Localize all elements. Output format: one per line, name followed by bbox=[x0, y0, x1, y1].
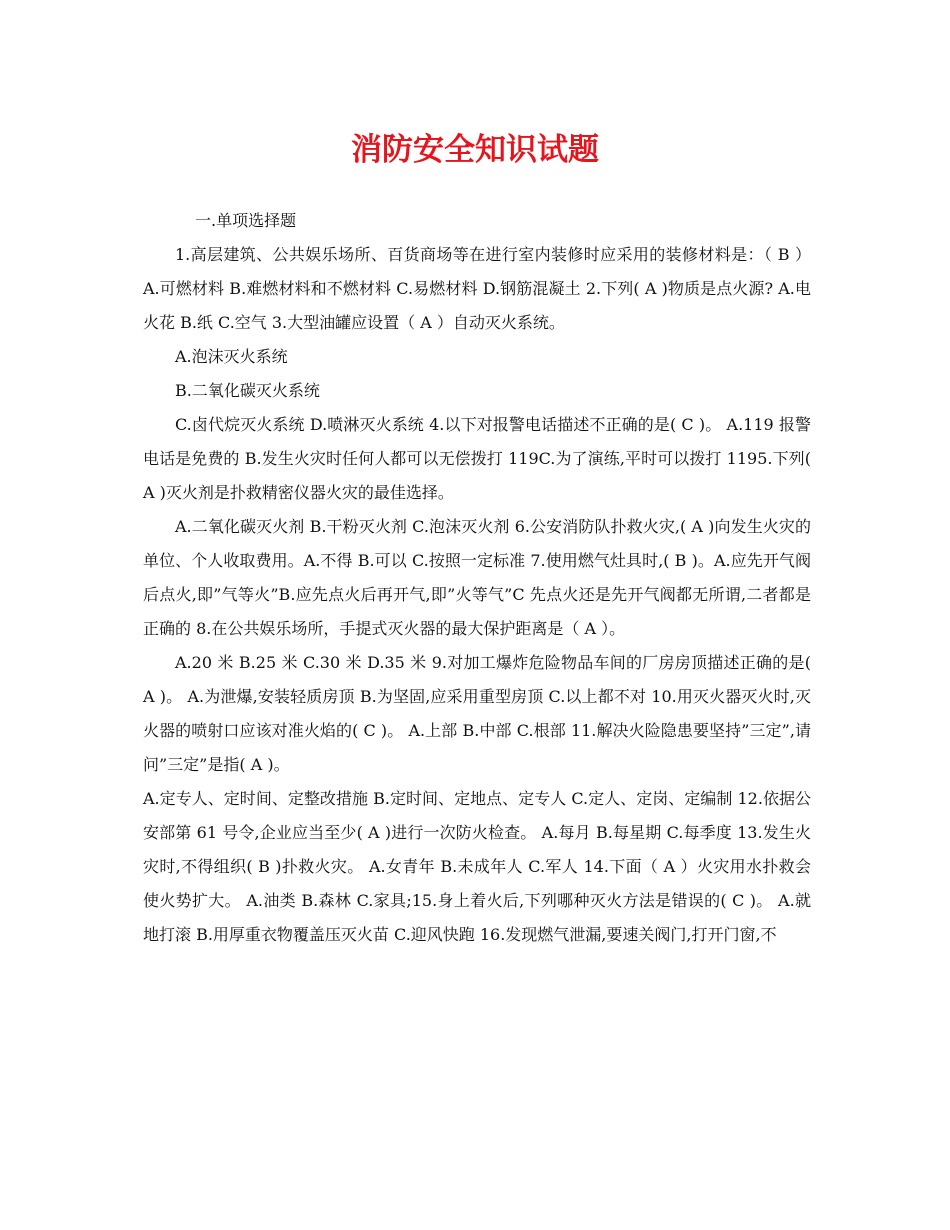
option-paragraph-a: A.泡沫灭火系统 bbox=[175, 347, 288, 366]
section-heading: 一.单项选择题 bbox=[195, 211, 297, 230]
question-paragraph-6: A.二氧化碳灭火剂 B.干粉灭火剂 C.泡沫灭火剂 6.公安消防队扑救火灾,( A )向发生火灾的单位、个人收取费用。A.不得 B.可以 C.按照一定标准 7.使用燃气灶具时,( B )。A.应先开气阀后点火,即”气等火”B.应先点火后再开气,即”火等气”C 先点火还是先开气阀都无所谓,二者都是正确的 8.在公共娱乐场所，手提式灭火器的最大保护距离是（ A ）。 bbox=[143, 517, 811, 638]
question-paragraph-4: C.卤代烷灭火系统 D.喷淋灭火系统 4.以下对报警电话描述不正确的是( C )。 A.119 报警电话是免费的 B.发生火灾时任何人都可以无偿拨打 119C.为了演练,平时可以拨打 1195.下列( A )灭火剂是扑救精密仪器火灾的最佳选择。 bbox=[143, 415, 811, 502]
question-paragraph-12: A.定专人、定时间、定整改措施 B.定时间、定地点、定专人 C.定人、定岗、定编制 12.依据公安部第 61 号令,企业应当至少( A )进行一次防火检查。 A.每月 B.每星期 C.每季度 13.发生火灾时,不得组织( B )扑救火灾。 A.女青年 B.未成年人 C.军人 14.下面（ A ）火灾用水扑救会使火势扩大。 A.油类 B.森林 C.家具;15.身上着火后,下列哪种灭火方法是错误的( C )。 A.就地打滚 B.用厚重衣物覆盖压灭火苗 C.迎风快跑 16.发现燃气泄漏,要速关阀门,打开门窗,不 bbox=[143, 789, 811, 944]
option-paragraph-b: B.二氧化碳灭火系统 bbox=[175, 381, 320, 400]
document-title: 消防安全知识试题 bbox=[351, 132, 599, 168]
question-paragraph-9: A.20 米 B.25 米 C.30 米 D.35 米 9.对加工爆炸危险物品车间的厂房房顶描述正确的是( A )。 A.为泄爆,安装轻质房顶 B.为坚固,应采用重型房顶 C.以上都不对 10.用灭火器灭火时,灭火器的喷射口应该对准火焰的( C )。 A.上部 B.中部 C.根部 11.解决火险隐患要坚持”三定”,请问”三定”是指( A )。 bbox=[143, 653, 811, 774]
document-body bbox=[143, 204, 811, 952]
question-paragraph-1: 1.高层建筑、公共娱乐场所、百货商场等在进行室内装修时应采用的装修材料是：（ B ）A.可燃材料 B.难燃材料和不燃材料 C.易燃材料 D.钢筋混凝土 2.下列( A )物质是点火源? A.电火花 B.纸 C.空气 3.大型油罐应设置（ A ）自动灭火系统。 bbox=[143, 245, 811, 332]
